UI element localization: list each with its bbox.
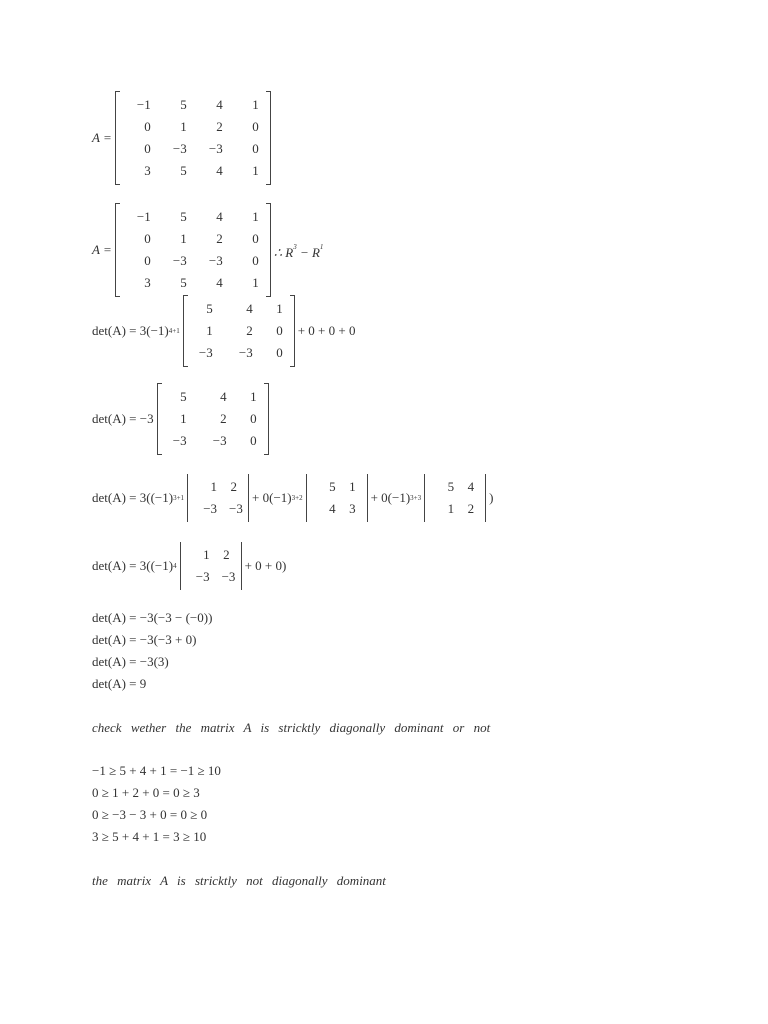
cell: 2 (220, 411, 227, 426)
cell: 1 (180, 411, 187, 426)
det-tail: + 0 + 0 + 0 (297, 323, 356, 338)
cell: −3 (172, 253, 187, 268)
cell: 1 (250, 389, 257, 404)
cell: 5 (180, 389, 187, 404)
det-expansion-2 (92, 384, 272, 454)
det-step: det(A) = −3(3) (92, 654, 169, 669)
cell: 0 (252, 253, 259, 268)
cell: −3 (208, 253, 223, 268)
cell: 3 (144, 163, 151, 178)
cell: −3 (212, 433, 227, 448)
cell: 5 (329, 479, 336, 494)
cell: 0 (144, 119, 151, 134)
cell: 5 (180, 163, 187, 178)
cell: 4 (220, 389, 227, 404)
cell: 0 (144, 253, 151, 268)
cell: 3 (349, 501, 356, 516)
cell: 4 (216, 275, 223, 290)
inequality: 3 ≥ 5 + 4 + 1 = 3 ≥ 10 (92, 829, 207, 844)
det-sup: 3+2 (291, 494, 303, 502)
matrix-b-block (92, 204, 323, 296)
cell: 0 (144, 141, 151, 156)
matrix-a-block (92, 92, 274, 184)
det-step: det(A) = −3(−3 − (−0)) (92, 610, 213, 625)
cell: 1 (180, 231, 187, 246)
cell: −3 (208, 141, 223, 156)
minor-determinant (424, 474, 486, 522)
inequality: 0 ≥ −3 − 3 + 0 = 0 ≥ 0 (92, 807, 208, 822)
cell: 1 (206, 323, 213, 338)
det-lhs: det(A) = 3((−1) (92, 490, 174, 505)
det-expansion-1 (92, 296, 355, 366)
det-expansion-4 (92, 542, 286, 590)
cell: 1 (210, 479, 218, 494)
cell: 1 (447, 501, 455, 516)
inequality-list (92, 760, 221, 848)
cell: −3 (195, 569, 210, 584)
cell: 0 (144, 231, 151, 246)
minor-determinant (180, 542, 242, 590)
cell: 0 (252, 231, 259, 246)
cell: 0 (250, 433, 257, 448)
cell: 1 (180, 119, 187, 134)
cell: 2 (223, 547, 230, 562)
det-lhs: det(A) = 3((−1) (92, 558, 174, 573)
det-step: det(A) = −3(−3 + 0) (92, 632, 197, 647)
cell: 5 (447, 479, 455, 494)
row-operation (274, 236, 324, 264)
cell: 2 (216, 119, 223, 134)
cell: 1 (252, 163, 259, 178)
det-sup: 4+1 (168, 327, 180, 335)
cell: −3 (198, 345, 213, 360)
cell: 0 (252, 141, 259, 156)
cell: 0 (276, 323, 283, 338)
det-sup: 3+1 (173, 494, 185, 502)
cell: 1 (203, 547, 210, 562)
det-tail: ) (489, 490, 494, 505)
minor-matrix (183, 296, 295, 366)
matrix-a (115, 92, 271, 184)
cell: 0 (250, 411, 257, 426)
det-sup: 3+3 (410, 494, 422, 502)
cell: 4 (246, 301, 253, 316)
cell: 2 (467, 501, 475, 516)
cell: 4 (216, 97, 223, 112)
conclusion-text: the matrix A is stricktly not diagonally dominant (92, 873, 386, 888)
cell: 5 (180, 209, 187, 224)
inequality: −1 ≥ 5 + 4 + 1 = −1 ≥ 10 (92, 763, 221, 778)
row-op-text: ∴ R (273, 245, 294, 260)
det-step: det(A) = 9 (92, 676, 147, 691)
row-op-text: − R (296, 245, 320, 260)
cell: 3 (144, 275, 151, 290)
cell: 2 (230, 479, 238, 494)
row-op-sup: 3 (293, 243, 297, 251)
cell: 4 (216, 209, 223, 224)
cell: −3 (203, 501, 218, 516)
cell: 1 (252, 275, 259, 290)
cell: −3 (172, 141, 187, 156)
cell: 0 (252, 119, 259, 134)
cell: −1 (136, 209, 151, 224)
det-term: + 0(−1) (370, 490, 411, 505)
cell: 1 (252, 209, 259, 224)
cell: 1 (276, 301, 283, 316)
row-op-sup: 1 (319, 243, 324, 251)
cell: 5 (206, 301, 213, 316)
det-sup: 4 (173, 562, 177, 570)
det-tail: + 0 + 0) (244, 558, 287, 573)
cell: 4 (467, 479, 475, 494)
cell: 4 (329, 501, 336, 516)
det-expansion-3 (92, 474, 493, 522)
cell: 0 (276, 345, 283, 360)
det-term: + 0(−1) (252, 490, 292, 505)
cell: −3 (221, 569, 236, 584)
inequality: 0 ≥ 1 + 2 + 0 = 0 ≥ 3 (92, 785, 200, 800)
minor-determinant (306, 474, 368, 522)
cell: −3 (238, 345, 253, 360)
cell: 4 (216, 163, 223, 178)
matrix-b (115, 204, 271, 296)
cell: 2 (246, 323, 253, 338)
minor-matrix (157, 384, 269, 454)
cell: −1 (136, 97, 151, 112)
matrix-b-label: A = (92, 242, 112, 257)
cell: 1 (252, 97, 259, 112)
det-lhs: det(A) = −3 (92, 411, 154, 426)
minor-determinant (187, 474, 249, 522)
cell: 2 (216, 231, 223, 246)
cell: 5 (180, 97, 187, 112)
det-steps (92, 607, 212, 695)
cell: 1 (349, 479, 356, 494)
cell: −3 (229, 501, 243, 516)
matrix-a-label: A = (92, 130, 112, 145)
cell: 5 (180, 275, 187, 290)
cell: −3 (172, 433, 187, 448)
det-lhs: det(A) = 3(−1) (92, 323, 169, 338)
check-text: check wether the matrix A is stricktly diagonally dominant or not (92, 720, 491, 735)
